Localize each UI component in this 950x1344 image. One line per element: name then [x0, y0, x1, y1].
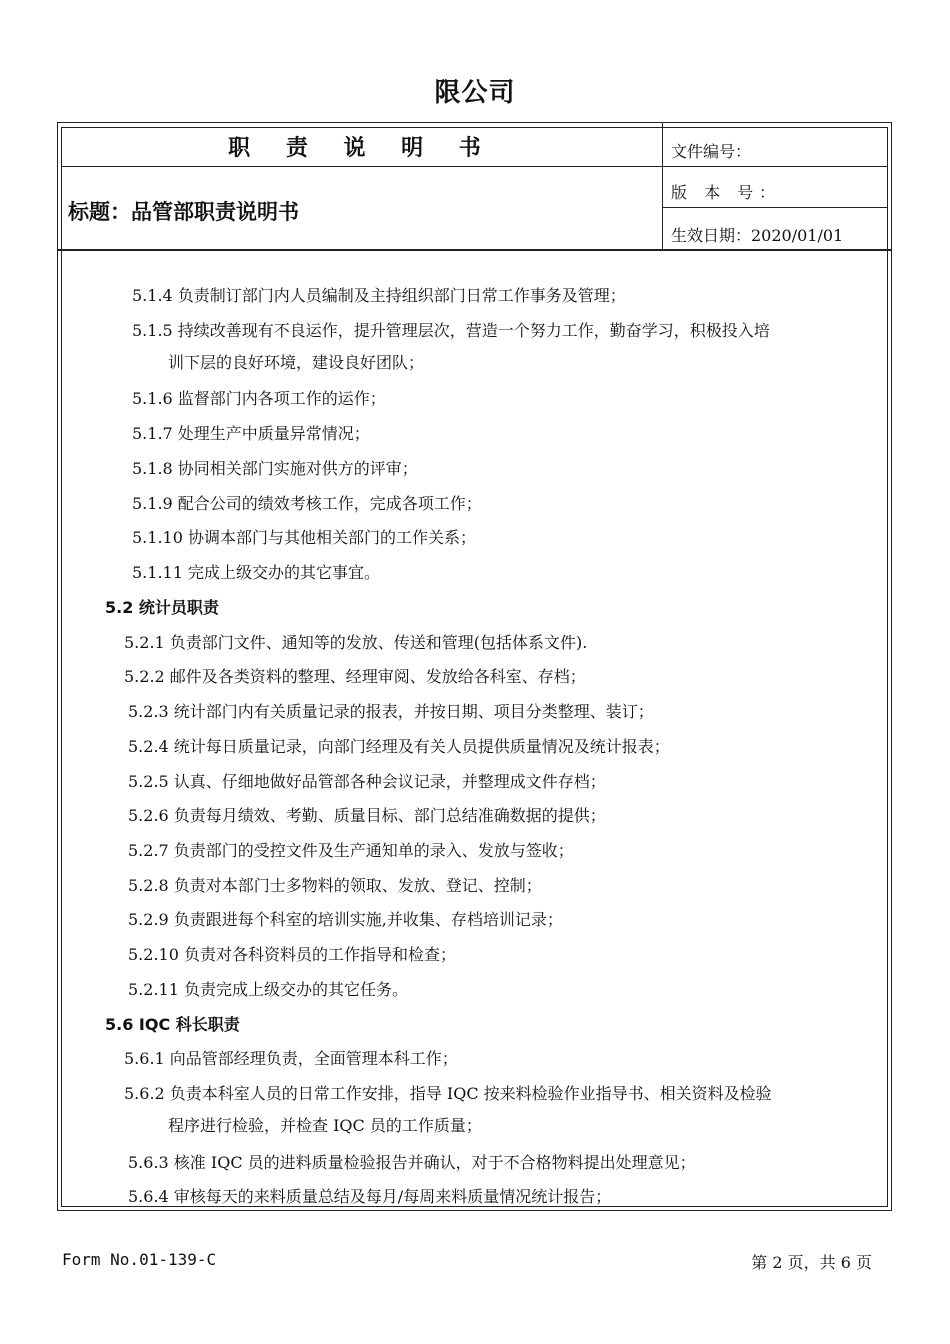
duty-item: 5.2.5 认真、仔细地做好品管部各种会议记录，并整理成文件存档；	[128, 772, 606, 791]
duty-item: 5.1.8 协同相关部门实施对供方的评审；	[132, 459, 418, 478]
section-heading-5-2: 5.2 统计员职责	[105, 598, 219, 617]
header-divider-vertical	[662, 122, 663, 249]
duty-item: 5.6.3 核准 IQC 员的进料质量检验报告并确认，对于不合格物料提出处理意见；	[128, 1153, 696, 1172]
duty-item: 5.1.11 完成上级交办的其它事宜。	[132, 563, 380, 582]
duty-item: 5.2.2 邮件及各类资料的整理、经理审阅、发放给各科室、存档；	[124, 667, 586, 686]
duty-item: 5.2.4 统计每日质量记录，向部门经理及有关人员提供质量情况及统计报表；	[128, 737, 670, 756]
document-title: 职 责 说 明 书	[228, 136, 495, 161]
version-label: 版 本 号：	[671, 183, 782, 202]
duty-item-continued: 程序进行检验，并检查 IQC 员的工作质量；	[168, 1116, 482, 1135]
header-divider-2	[662, 207, 888, 208]
form-number: Form No.01-139-C	[62, 1250, 217, 1269]
duty-item: 5.1.5 持续改善现有不良运作，提升管理层次，营造一个努力工作，勤奋学习，积极投入培	[132, 321, 770, 340]
file-number-label: 文件编号：	[671, 142, 752, 161]
page-number: 第 2 页，共 6 页	[751, 1253, 872, 1272]
company-name: 限公司	[434, 78, 516, 108]
duty-item: 5.2.7 负责部门的受控文件及生产通知单的录入、发放与签收；	[128, 841, 574, 860]
duty-item: 5.2.6 负责每月绩效、考勤、质量目标、部门总结准确数据的提供；	[128, 806, 606, 825]
duty-item: 5.6.1 向品管部经理负责，全面管理本科工作；	[124, 1049, 458, 1068]
duty-item: 5.1.10 协调本部门与其他相关部门的工作关系；	[132, 528, 476, 547]
duty-item: 5.6.4 审核每天的来料质量总结及每月/每周来料质量情况统计报告；	[128, 1187, 612, 1206]
document-subject: 标题：品管部职责说明书	[68, 200, 299, 224]
effective-date-label: 生效日期：2020/01/01	[671, 226, 844, 245]
duty-item: 5.2.3 统计部门内有关质量记录的报表，并按日期、项目分类整理、装订；	[128, 702, 654, 721]
duty-item: 5.6.2 负责本科室人员的日常工作安排，指导 IQC 按来料检验作业指导书、相关资料及检验	[124, 1084, 772, 1103]
duty-item-continued: 训下层的良好环境，建设良好团队；	[168, 353, 425, 372]
duty-item: 5.1.4 负责制订部门内人员编制及主持组织部门日常工作事务及管理；	[132, 286, 626, 305]
duty-item: 5.1.7 处理生产中质量异常情况；	[132, 424, 370, 443]
duty-item: 5.1.9 配合公司的绩效考核工作，完成各项工作；	[132, 494, 482, 513]
header-divider-bottom	[57, 249, 892, 251]
section-heading-5-6: 5.6 IQC 科长职责	[105, 1015, 240, 1034]
duty-item: 5.2.11 负责完成上级交办的其它任务。	[128, 980, 408, 999]
header-divider-1	[61, 166, 888, 167]
duty-item: 5.2.10 负责对各科资料员的工作指导和检查；	[128, 945, 456, 964]
duty-item: 5.1.6 监督部门内各项工作的运作；	[132, 389, 386, 408]
duty-item: 5.2.9 负责跟进每个科室的培训实施,并收集、存档培训记录；	[128, 910, 563, 929]
duty-item: 5.2.8 负责对本部门士多物料的领取、发放、登记、控制；	[128, 876, 542, 895]
duty-item: 5.2.1 负责部门文件、通知等的发放、传送和管理(包括体系文件).	[124, 633, 588, 652]
